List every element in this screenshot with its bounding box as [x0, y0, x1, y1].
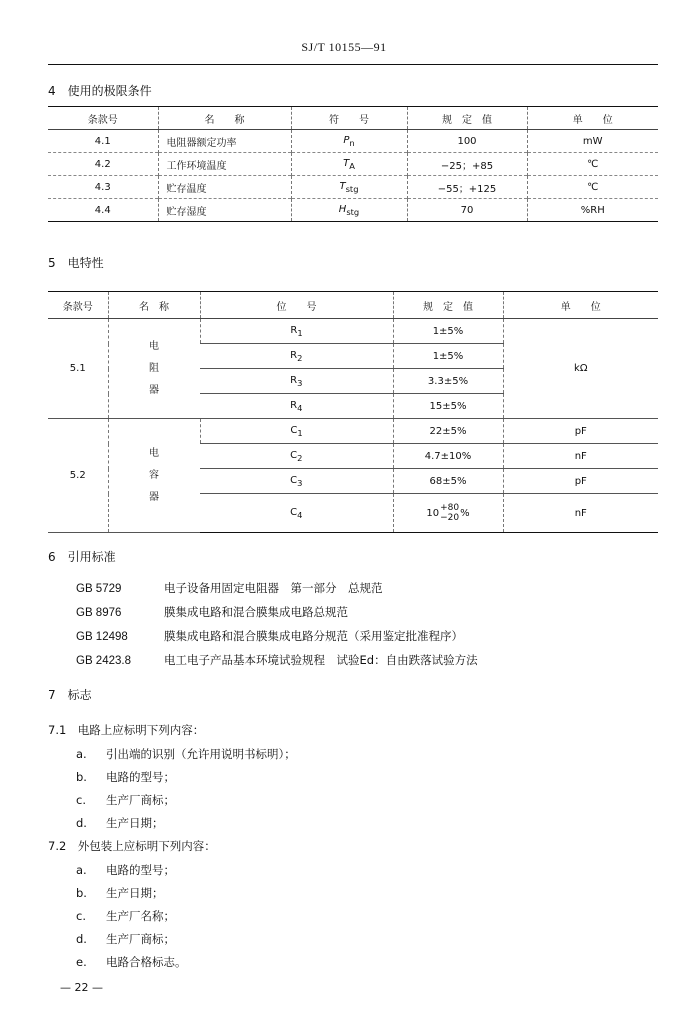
table-row — [48, 319, 658, 344]
value-cell: 15±5% — [393, 394, 503, 419]
table-row — [48, 153, 658, 176]
value-cell: 10+80 −20% — [393, 494, 503, 533]
symbol-cell: $H_{stg}$ — [291, 199, 407, 222]
list-item: c. 生产厂名称； — [76, 909, 175, 923]
document-code: SJ/T 10155—91 — [301, 40, 387, 54]
table-header-row — [48, 292, 658, 319]
position-cell: $R_2$ — [200, 344, 393, 369]
name-cell — [108, 319, 200, 419]
list-item: b. 电路的型号； — [76, 770, 175, 784]
symbol-cell: $T_{stg}$ — [291, 176, 407, 199]
value-cell: 70 — [407, 199, 527, 222]
clause-cell: 5.1 — [48, 319, 108, 419]
position-cell: $C_3$ — [200, 469, 393, 494]
standard-item: GB 12498 膜集成电路和混合膜集成电路分规范（采用鉴定批准程序） — [76, 629, 463, 643]
col-name: 名 称 — [108, 292, 200, 319]
unit-cell: %RH — [527, 199, 658, 222]
position-cell: $C_1$ — [200, 419, 393, 444]
col-clause: 条款号 — [87, 114, 118, 126]
section-4-title: 4 使用的极限条件 — [48, 84, 152, 98]
unit-cell: mW — [527, 130, 658, 153]
col-unit: 单 位 — [527, 107, 658, 130]
standard-item: GB 8976 膜集成电路和混合膜集成电路总规范 — [76, 605, 348, 619]
symbol-cell: $P_n$ — [291, 130, 407, 153]
list-item: c. 生产厂商标； — [76, 793, 175, 807]
name-cell: 电阻器额定功率 — [158, 130, 291, 153]
unit-cell: nF — [503, 494, 658, 533]
unit-cell: kΩ — [503, 319, 658, 419]
clause-cell: 5.2 — [48, 419, 108, 533]
name-cell: 贮存温度 — [158, 176, 291, 199]
col-value: 规 定 值 — [393, 292, 503, 319]
clause-cell: 4.3 — [94, 181, 111, 193]
table-row — [48, 419, 658, 444]
standard-item: GB 2423.8 电工电子产品基本环境试验规程 试验Ed：自由跌落试验方法 — [76, 653, 478, 667]
value-cell: 1±5% — [393, 319, 503, 344]
subsection-7-1-title: 7.1 电路上应标明下列内容： — [48, 723, 205, 737]
clause-cell: 4.4 — [94, 204, 111, 216]
section-6-title: 6 引用标准 — [48, 550, 116, 564]
header-rule — [48, 64, 658, 65]
position-cell: $C_4$ — [200, 494, 393, 533]
vertical-name: 电容器 — [149, 447, 159, 503]
col-unit: 单 位 — [503, 292, 658, 319]
unit-cell: ℃ — [527, 153, 658, 176]
value-cell: 4.7±10% — [393, 444, 503, 469]
unit-cell: pF — [503, 419, 658, 444]
name-cell — [108, 419, 200, 533]
list-item: e. 电路合格标志。 — [76, 955, 187, 969]
position-cell: $C_2$ — [200, 444, 393, 469]
list-item: b. 生产日期； — [76, 886, 164, 900]
value-cell: 100 — [407, 130, 527, 153]
col-name: 名 称 — [158, 107, 291, 130]
position-cell: $R_3$ — [200, 369, 393, 394]
table-header-row — [48, 107, 658, 130]
position-cell: $R_4$ — [200, 394, 393, 419]
unit-cell: pF — [503, 469, 658, 494]
value-cell: 1±5% — [393, 344, 503, 369]
list-item: d. 生产厂商标； — [76, 932, 175, 946]
list-item: a. 电路的型号； — [76, 863, 175, 877]
clause-cell: 4.2 — [94, 158, 111, 170]
limit-conditions-table — [48, 106, 658, 222]
value-cell: 68±5% — [393, 469, 503, 494]
list-item: d. 生产日期； — [76, 816, 164, 830]
section-5-title: 5 电特性 — [48, 256, 104, 270]
table-row — [48, 176, 658, 199]
unit-cell: nF — [503, 444, 658, 469]
table-row — [48, 130, 658, 153]
unit-cell: ℃ — [527, 176, 658, 199]
name-cell: 贮存湿度 — [158, 199, 291, 222]
col-clause: 条款号 — [62, 301, 93, 313]
symbol-cell: $T_A$ — [291, 153, 407, 176]
col-value: 规 定 值 — [407, 107, 527, 130]
standard-item: GB 5729 电子设备用固定电阻器 第一部分 总规范 — [76, 581, 383, 595]
value-cell: 3.3±5% — [393, 369, 503, 394]
electrical-characteristics-table — [48, 291, 658, 533]
value-cell: −25；+85 — [407, 153, 527, 176]
subsection-7-2-title: 7.2 外包装上应标明下列内容： — [48, 839, 216, 853]
clause-cell: 4.1 — [94, 135, 111, 147]
vertical-name: 电阻器 — [149, 340, 159, 396]
col-symbol: 符 号 — [291, 107, 407, 130]
position-cell: $R_1$ — [200, 319, 393, 344]
page-number: — 22 — — [60, 981, 103, 994]
name-cell: 工作环境温度 — [158, 153, 291, 176]
table-row — [48, 199, 658, 222]
list-item: a. 引出端的识别（允许用说明书标明）； — [76, 747, 296, 761]
section-7-title: 7 标志 — [48, 688, 92, 702]
value-cell: 22±5% — [393, 419, 503, 444]
col-position: 位 号 — [200, 292, 393, 319]
value-cell: −55；+125 — [407, 176, 527, 199]
